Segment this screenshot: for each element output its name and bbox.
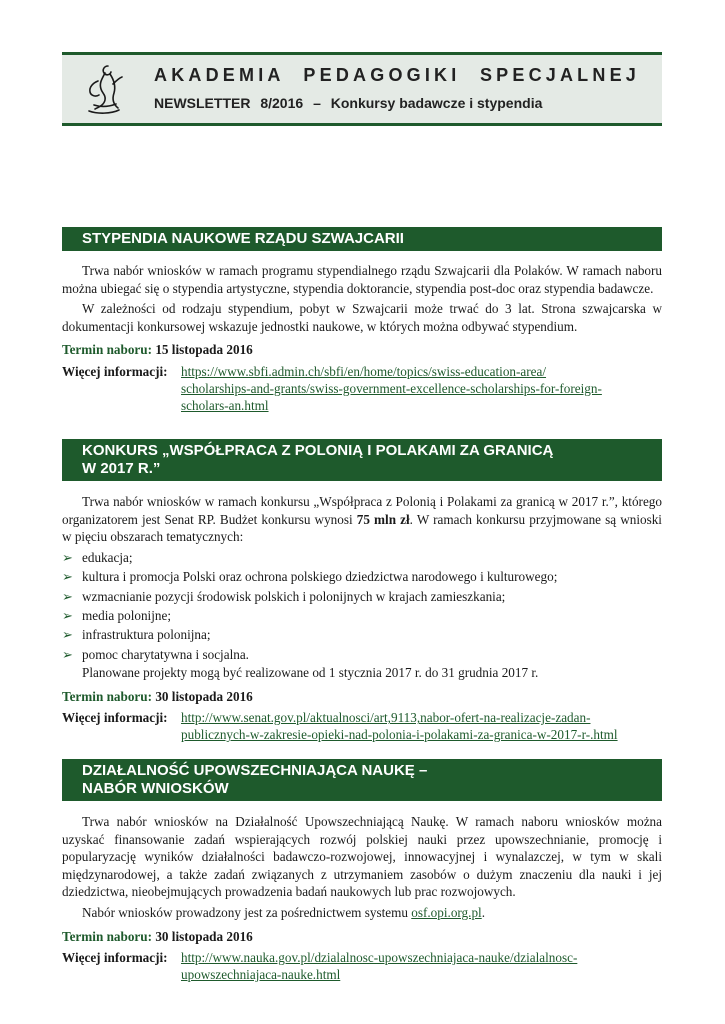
more-info-label: Więcej informacji: xyxy=(62,710,168,726)
more-info-row xyxy=(62,949,662,983)
section-paragraph: Trwa nabór wniosków na Działalność Upowszechniającą Naukę. W ramach naboru wniosków można uzyskać finansowanie zadań wspierających rozwój polskiej nauki przez upowszechnianie, promocję i popularyzację wyników działalności badawczo-rozwojowej, innowacyjnej i wynalazczej, w tym w skali międzynarodowej, a także zadań związanych z utrzymaniem zasobów o dużym znaczeniu dla nauki i jej dziedzictwa, nieobejmujących prowadzenia badań naukowych lub prac rozwojowych. xyxy=(62,814,662,900)
intro-text: Trwa nabór wniosków w ramach konkursu „Współpraca z Polonią i Polakami za granicą w 2017 r.”, którego organizatorem jest Senat RP. Budżet konkursu wynosi xyxy=(62,494,662,527)
section-heading-line: DZIAŁALNOŚĆ UPOWSZECHNIAJĄCA NAUKĘ – xyxy=(82,762,428,779)
deadline-label: Termin naboru: xyxy=(62,688,153,704)
list-item-text: edukacja; xyxy=(82,549,133,565)
more-info-label: Więcej informacji: xyxy=(62,363,168,379)
section-heading xyxy=(62,439,662,481)
section-paragraph xyxy=(62,904,662,922)
arrowhead-bullet-icon: ➢ xyxy=(62,589,73,605)
link-line: https://www.sbfi.admin.ch/sbfi/en/home/topics/swiss-education-area/ xyxy=(181,363,547,379)
section-science-dissemination xyxy=(62,759,662,983)
deadline-value: 15 listopada 2016 xyxy=(155,342,253,358)
deadline-row xyxy=(62,688,662,706)
list-item-text: pomoc charytatywna i socjalna. xyxy=(82,646,249,662)
section-paragraph: W zależności od rodzaju stypendium, pobyt w Szwajcarii może trwać do 3 lat. Strona szwajcarska w dokumentacji konkursowej wskazuje jednostki naukowe, w których można odbywać stypendium. xyxy=(62,301,662,334)
link-line: http://www.nauka.gov.pl/dzialalnosc-upowszechniajaca-nauke/dzialalnosc- xyxy=(181,950,578,966)
list-item-text: media polonijne; xyxy=(82,608,171,623)
thematic-areas-list xyxy=(62,548,662,664)
more-info-label: Więcej informacji: xyxy=(62,950,168,966)
link-line: http://www.senat.gov.pl/aktualnosci/art,9113,nabor-ofert-na-realizacje-zadan- xyxy=(181,710,591,726)
budget-amount: 75 mln zł xyxy=(356,511,410,527)
section-heading-line: NABÓR WNIOSKÓW xyxy=(82,780,229,797)
section-heading xyxy=(62,759,662,801)
deadline-value: 30 listopada 2016 xyxy=(155,928,253,944)
more-info-row xyxy=(62,363,662,414)
deadline-label: Termin naboru: xyxy=(62,342,153,358)
section-heading: STYPENDIA NAUKOWE RZĄDU SZWAJCARII xyxy=(62,227,662,251)
newsletter-name: NEWSLETTER xyxy=(154,95,251,111)
list-item-text: wzmacnianie pozycji środowisk polskich i polonijnych w krajach zamieszkania; xyxy=(82,588,506,604)
section-paragraph: Trwa nabór wniosków w ramach programu stypendialnego rządu Szwajcarii dla Polaków. W ramach naboru można ubiegać się o stypendia artystyczne, stypendia doktorancie, stypendia post-doc oraz stypendia badawcze. xyxy=(62,263,662,296)
arrowhead-bullet-icon: ➢ xyxy=(62,628,73,644)
newsletter-topic: Konkursy badawcze i stypendia xyxy=(330,95,543,111)
link-line: scholars-an.html xyxy=(181,397,269,413)
list-item xyxy=(62,567,662,586)
academy-title: AKADEMIA PEDAGOGIKI SPECJALNEJ xyxy=(154,65,640,85)
list-item xyxy=(62,625,662,644)
list-item xyxy=(62,645,662,664)
more-info-link[interactable] xyxy=(181,363,602,414)
arrowhead-bullet-icon: ➢ xyxy=(62,609,73,624)
link-line: scholarships-and-grants/swiss-government-excellence-scholarships-for-foreign- xyxy=(181,380,602,396)
intro-text: . W ramach konkursu przyjmowane są wnioski w pięciu obszarach tematycznych: xyxy=(62,511,662,545)
list-item-text: infrastruktura polonijna; xyxy=(82,627,211,643)
deadline-row xyxy=(62,928,662,946)
newsletter-issue: 8/2016 xyxy=(260,95,304,111)
section-paragraph: Planowane projekty mogą być realizowane od 1 stycznia 2017 r. do 31 grudnia 2017 r. xyxy=(82,665,539,681)
link-line: upowszechniajaca-nauke.html xyxy=(181,967,341,983)
system-end: . xyxy=(481,904,486,920)
section-heading-line: W 2017 R.” xyxy=(82,460,161,477)
arrowhead-bullet-icon: ➢ xyxy=(62,647,73,663)
system-text: Nabór wniosków prowadzony jest za pośrednictwem systemu xyxy=(82,904,412,920)
newsletter-masthead xyxy=(62,52,662,126)
subtitle-dash: – xyxy=(313,95,321,111)
more-info-link[interactable] xyxy=(181,709,618,743)
more-info-row xyxy=(62,709,662,743)
list-item xyxy=(62,606,662,625)
more-info-link[interactable] xyxy=(181,949,577,983)
section-polonia-contest xyxy=(62,439,662,743)
system-link[interactable]: osf.opi.org.pl xyxy=(411,904,482,920)
newsletter-subtitle xyxy=(154,95,640,111)
deadline-value: 30 listopada 2016 xyxy=(155,688,253,704)
deadline-label: Termin naboru: xyxy=(62,928,153,944)
deadline-row xyxy=(62,341,662,359)
list-item xyxy=(62,548,662,567)
arrowhead-bullet-icon: ➢ xyxy=(62,550,73,566)
link-line: publicznych-w-zakresie-opieki-nad-polonia-i-polakami-za-granica-w-2017-r-.html xyxy=(181,727,618,743)
arrowhead-bullet-icon: ➢ xyxy=(62,570,73,586)
list-item-text: kultura i promocja Polski oraz ochrona polskiego dziedzictwa narodowego i kulturowego; xyxy=(82,569,558,585)
section-heading-line: KONKURS „WSPÓŁPRACA Z POLONIĄ I POLAKAMI ZA GRANICĄ xyxy=(82,442,554,459)
academy-logo-figure-icon xyxy=(80,61,128,119)
section-paragraph xyxy=(62,493,662,546)
list-item xyxy=(62,587,662,606)
section-swiss-scholarships xyxy=(62,227,662,414)
